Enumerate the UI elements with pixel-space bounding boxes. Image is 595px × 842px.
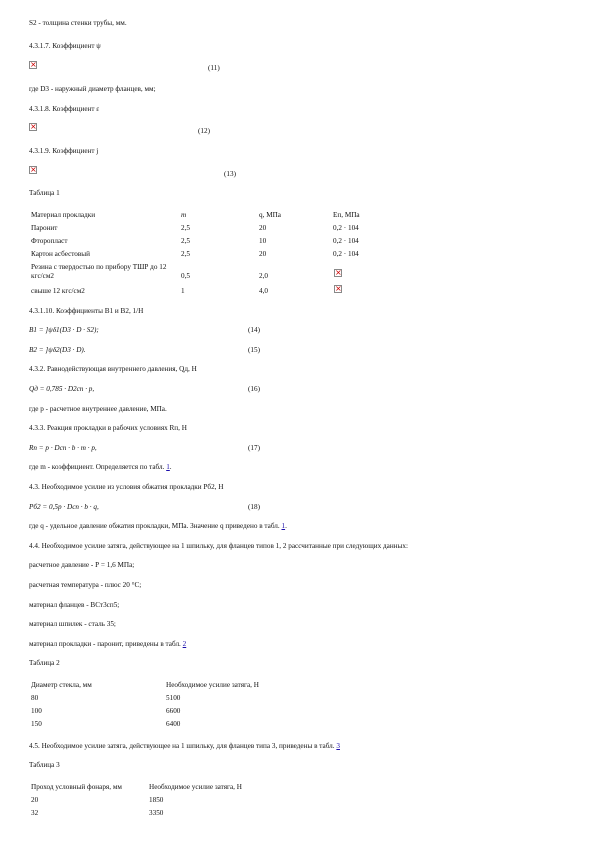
heading-4-3-1-10: 4.3.1.10. Коэффициенты B1 и B2, 1/Н (29, 307, 144, 315)
table-1-row-3-m: 2,5 (181, 250, 190, 258)
equation-18-number: (18) (248, 503, 260, 511)
table-2-row-1-force: 5100 (166, 694, 181, 702)
table-3-row-2-force: 3350 (149, 809, 164, 817)
paragraph-4-4: 4.4. Необходимое усилие затяга, действующее на 1 шпильку, для фланцев типов 1, 2 рассчитанные при следующих данных: (29, 542, 408, 550)
d3-definition: где D3 - наружный диаметр фланцев, мм; (29, 85, 156, 93)
table-1-row-5-material: свыше 12 кгс/см2 (31, 287, 85, 295)
table-2-row-1-diameter: 80 (31, 694, 39, 702)
equation-17: Rп = p · Dсп · b · m · p, (29, 444, 97, 452)
equation-15-number: (15) (248, 346, 260, 354)
condition-pressure: расчетное давление - Р = 1,6 МПа; (29, 561, 135, 569)
table-3-header-force: Необходимое усилие затяга, Н (149, 783, 242, 791)
table-1-row-4-material: Резина с твердостью по прибору ТШР до 12 кгс/см2 (31, 263, 167, 280)
table-1-row-4-m: 0,5 (181, 272, 190, 280)
table-1-row-2-material: Фторопласт (31, 237, 68, 245)
table-3-title: Таблица 3 (29, 761, 60, 769)
table-1-title: Таблица 1 (29, 189, 60, 197)
table-1-row-4-q: 2,0 (259, 272, 268, 280)
table-2-title: Таблица 2 (29, 659, 60, 667)
m-definition-text: где m - коэффициент. Определяется по табл. (29, 463, 167, 471)
table-1-header-ep: Eп, МПа (333, 211, 360, 219)
heading-4-3: 4.3. Необходимое усилие из условия обжатия прокладки Pб2, Н (29, 483, 224, 491)
table-1-row-1-m: 2,5 (181, 224, 190, 232)
table-3-row-2-passage: 32 (31, 809, 39, 817)
table-1-header-q: q, МПа (259, 211, 281, 219)
condition-stud-material: материал шпилек - сталь 35; (29, 620, 116, 628)
table-2-row-2-force: 6600 (166, 707, 181, 715)
condition-gasket-material (29, 640, 186, 649)
table-1-header-material: Материал прокладки (31, 211, 96, 219)
condition-gasket-text: материал прокладки - паронит, приведены в табл. (29, 640, 183, 648)
table-1-row-1-q: 20 (259, 224, 267, 232)
q-definition-end: . (285, 522, 287, 530)
equation-14: B1 = ]ψδ1(D3 · D · S2); (29, 326, 99, 334)
heading-4-3-1-7: 4.3.1.7. Коэффициент ψ (29, 42, 101, 50)
table-2-header-diameter: Диаметр стекла, мм (31, 681, 92, 689)
table-1-row-1-ep: 0,2 · 104 (333, 224, 359, 232)
equation-14-number: (14) (248, 326, 260, 334)
table-3-row-1-force: 1850 (149, 796, 164, 804)
condition-flange-material: материал фланцев - ВСт3сп5; (29, 601, 120, 609)
table-1-row-5-q: 4,0 (259, 287, 268, 295)
q-definition-text: где q - удельное давление обжатия прокладки, МПа. Значение q приведено в табл. (29, 522, 282, 530)
table-2-header-force: Необходимое усилие затяга, Н (166, 681, 259, 689)
table-3-row-1-passage: 20 (31, 796, 39, 804)
table-1-link[interactable]: 1 (166, 463, 170, 471)
heading-4-3-1-9: 4.3.1.9. Коэффициент j (29, 147, 99, 155)
table-2-row-3-force: 6400 (166, 720, 181, 728)
m-definition (29, 463, 172, 472)
equation-13-number: (13) (224, 170, 236, 178)
formula-12-broken-image-icon (29, 123, 37, 131)
table-2-link[interactable]: 2 (182, 640, 187, 648)
q-definition (29, 522, 287, 531)
table-1-row-2-q: 10 (259, 237, 267, 245)
heading-4-3-1-8: 4.3.1.8. Коэффициент ε (29, 105, 100, 113)
equation-16-number: (16) (248, 385, 260, 393)
m-definition-end: . (169, 463, 172, 471)
equation-15: B2 = ]ψδ2(D3 · D). (29, 346, 86, 354)
table-1-header-m: m (181, 211, 187, 219)
table-1-row-4-ep-broken-image-icon (334, 269, 342, 277)
paragraph-4-5 (29, 742, 340, 751)
table-2-row-2-diameter: 100 (31, 707, 42, 715)
s2-definition: S2 - толщина стенки трубы, мм. (29, 19, 127, 27)
paragraph-4-5-text: 4.5. Необходимое усилие затяга, действующее на 1 шпильку, для фланцев типа 3, приведены в табл. (29, 742, 337, 750)
heading-4-3-2: 4.3.2. Равнодействующая внутреннего давления, Qд, Н (29, 365, 197, 373)
equation-18: Pб2 = 0,5p · Dсп · b · q, (29, 503, 99, 511)
table-1-row-2-m: 2,5 (181, 237, 190, 245)
equation-16: Qд = 0,785 · D2сп · р, (29, 385, 95, 393)
table-1-row-2-ep: 0,2 · 104 (333, 237, 359, 245)
table-1-row-5-ep-broken-image-icon (334, 285, 342, 293)
equation-11-number: (11) (208, 64, 220, 72)
condition-temperature: расчетная температура - плюс 20 °С; (29, 581, 142, 589)
formula-11-broken-image-icon (29, 61, 37, 69)
table-1-link[interactable]: 1 (281, 522, 286, 530)
table-1-row-3-q: 20 (259, 250, 267, 258)
table-1-row-5-m: 1 (181, 287, 185, 295)
table-3-header-passage: Проход условный фонаря, мм (31, 783, 122, 791)
table-3-link[interactable]: 3 (336, 742, 340, 750)
equation-17-number: (17) (248, 444, 260, 452)
table-1-row-3-ep: 0,2 · 104 (333, 250, 359, 258)
formula-13-broken-image-icon (29, 166, 37, 174)
equation-12-number: (12) (198, 127, 210, 135)
heading-4-3-3: 4.3.3. Реакция прокладки в рабочих условиях Rп, Н (29, 424, 187, 432)
p-definition: где p - расчетное внутреннее давление, МПа. (29, 405, 167, 413)
table-2-row-3-diameter: 150 (31, 720, 42, 728)
table-1-row-3-material: Картон асбестовый (31, 250, 90, 258)
table-1-row-1-material: Паронит (31, 224, 58, 232)
